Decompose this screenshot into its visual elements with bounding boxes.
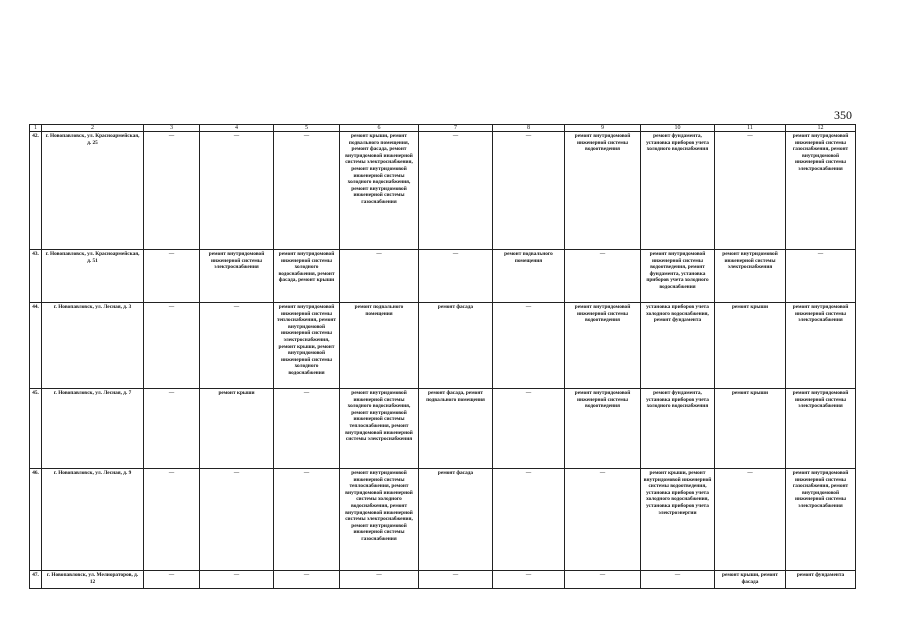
table-row (30, 250, 856, 303)
table-cell: ремонт внутридомовой инженерной системы водоотведения (565, 303, 641, 389)
table-cell: ремонт крыши, ремонт внутридомовой инженерной системы водоотведения, установка приборов учета холодного водоснабжения, установка приборов учета электроэнергии (641, 469, 715, 571)
repair-plan-table (29, 124, 856, 589)
table-cell: ремонт крыши (715, 389, 786, 469)
table-cell: — (493, 303, 565, 389)
column-header: 6 (340, 125, 419, 132)
table-cell: ремонт фасада (419, 469, 493, 571)
table-cell: ремонт фундамента, установка приборов учета холодного водоснабжения (641, 132, 715, 250)
table-cell: ремонт внутридомовой инженерной системы теплоснабжения, ремонт внутридомовой инженерной системы электроснабжения, ремонт крыши, ремонт внутридомовой инженерной системы холодного водоснабжения (274, 303, 340, 389)
column-header: 1 (30, 125, 42, 132)
column-header: 7 (419, 125, 493, 132)
column-header: 9 (565, 125, 641, 132)
table-cell: — (144, 571, 200, 589)
table-cell: — (144, 469, 200, 571)
table-cell: — (274, 389, 340, 469)
table-cell: — (274, 132, 340, 250)
table-row (30, 132, 856, 250)
table-cell: ремонт внутридомовой инженерной системы электроснабжения (786, 303, 856, 389)
row-number: 43. (30, 250, 42, 303)
table-cell: ремонт крыши, ремонт подвального помещения, ремонт фасада, ремонт внутридомовой инженерной системы электроснабжения, ремонт внутридомовой инженерной системы холодного водоснабжения, ремонт внутридомовой инженерной системы газоснабжения (340, 132, 419, 250)
page-number: 350 (834, 108, 852, 122)
column-header: 10 (641, 125, 715, 132)
table-cell: — (419, 250, 493, 303)
table-cell: — (565, 571, 641, 589)
table-cell: — (715, 469, 786, 571)
table-cell: ремонт подвального помещения (493, 250, 565, 303)
table-cell: — (200, 571, 274, 589)
table-cell: — (493, 469, 565, 571)
row-address: г. Новопавловск, ул. Красноармейская, д. 51 (42, 250, 144, 303)
table-cell: установка приборов учета холодного водоснабжения, ремонт фундамента (641, 303, 715, 389)
table-cell: ремонт внутридомовой инженерной системы газоснабжения, ремонт внутридомовой инженерной системы электроснабжения (786, 469, 856, 571)
table-cell: ремонт фасада (419, 303, 493, 389)
table-cell: — (641, 571, 715, 589)
row-number: 44. (30, 303, 42, 389)
table-cell: — (565, 469, 641, 571)
column-header: 8 (493, 125, 565, 132)
row-address: г. Новопавловск, ул. Лесная, д. 7 (42, 389, 144, 469)
column-number-row (30, 125, 856, 132)
table-cell: — (565, 250, 641, 303)
table-cell: ремонт крыши, ремонт фасада (715, 571, 786, 589)
row-address: г. Новопавловск, ул. Красноармейская, д. 25 (42, 132, 144, 250)
table-cell: — (144, 132, 200, 250)
table-cell: ремонт фундамента, установка приборов учета холодного водоснабжения (641, 389, 715, 469)
table-cell: ремонт внутридомовой инженерной системы холодного водоснабжения, ремонт внутридомовой инженерной системы теплоснабжения, ремонт внутридомовой инженерной системы электроснабжения (340, 389, 419, 469)
table-cell: ремонт внутридомовой инженерной системы теплоснабжения, ремонт внутридомовой инженерной системы холодного водоснабжения, ремонт внутридомовой инженерной системы электроснабжения, ремонт внутридомовой инженерной системы газоснабжения (340, 469, 419, 571)
column-header: 3 (144, 125, 200, 132)
table-cell: — (144, 303, 200, 389)
row-number: 46. (30, 469, 42, 571)
table-cell: ремонт внутридомовой инженерной системы холодного водоснабжения, ремонт фасада, ремонт крыши (274, 250, 340, 303)
table-cell: ремонт внутридомовой инженерной системы электроснабжения (786, 389, 856, 469)
row-number: 47. (30, 571, 42, 589)
table-cell: — (200, 132, 274, 250)
table-row (30, 389, 856, 469)
table-cell: ремонт крыши (715, 303, 786, 389)
table-cell: ремонт внутридомовой инженерной системы водоотведения, ремонт фундамента, установка приборов учета холодного водоснабжения (641, 250, 715, 303)
column-header: 5 (274, 125, 340, 132)
table-cell: — (419, 132, 493, 250)
table-cell: — (493, 571, 565, 589)
table-cell: ремонт внутридомовой инженерной системы газоснабжения, ремонт внутридомовой инженерной системы электроснабжения (786, 132, 856, 250)
table-cell: — (200, 469, 274, 571)
table-cell: — (274, 469, 340, 571)
table-cell: ремонт внутридомовой инженерной системы электроснабжения (715, 250, 786, 303)
table-row (30, 571, 856, 589)
table-cell: ремонт крыши (200, 389, 274, 469)
table-cell: ремонт внутридомовой инженерной системы водоотведения (565, 132, 641, 250)
row-number: 45. (30, 389, 42, 469)
column-header: 11 (715, 125, 786, 132)
table-cell: — (200, 303, 274, 389)
row-address: г. Новопавловск, ул. Лесная, д. 9 (42, 469, 144, 571)
row-number: 42. (30, 132, 42, 250)
column-header: 4 (200, 125, 274, 132)
column-header: 2 (42, 125, 144, 132)
table-cell: — (274, 571, 340, 589)
table-cell: — (340, 250, 419, 303)
table-cell: — (786, 250, 856, 303)
table-cell: — (419, 571, 493, 589)
table-cell: ремонт фундамента (786, 571, 856, 589)
table-cell: — (340, 571, 419, 589)
table-cell: ремонт фасада, ремонт подвального помещения (419, 389, 493, 469)
column-header: 12 (786, 125, 856, 132)
table-cell: ремонт внутридомовой инженерной системы водоотведения (565, 389, 641, 469)
table-cell: ремонт внутридомовой инженерной системы электроснабжения (200, 250, 274, 303)
table-cell: — (493, 132, 565, 250)
table-cell: — (493, 389, 565, 469)
table-cell: — (144, 389, 200, 469)
table-cell: — (715, 132, 786, 250)
table-row (30, 303, 856, 389)
row-address: г. Новопавловск, ул. Мелиораторов, д. 12 (42, 571, 144, 589)
table-row (30, 469, 856, 571)
row-address: г. Новопавловск, ул. Лесная, д. 3 (42, 303, 144, 389)
table-cell: ремонт подвального помещения (340, 303, 419, 389)
table-cell: — (144, 250, 200, 303)
